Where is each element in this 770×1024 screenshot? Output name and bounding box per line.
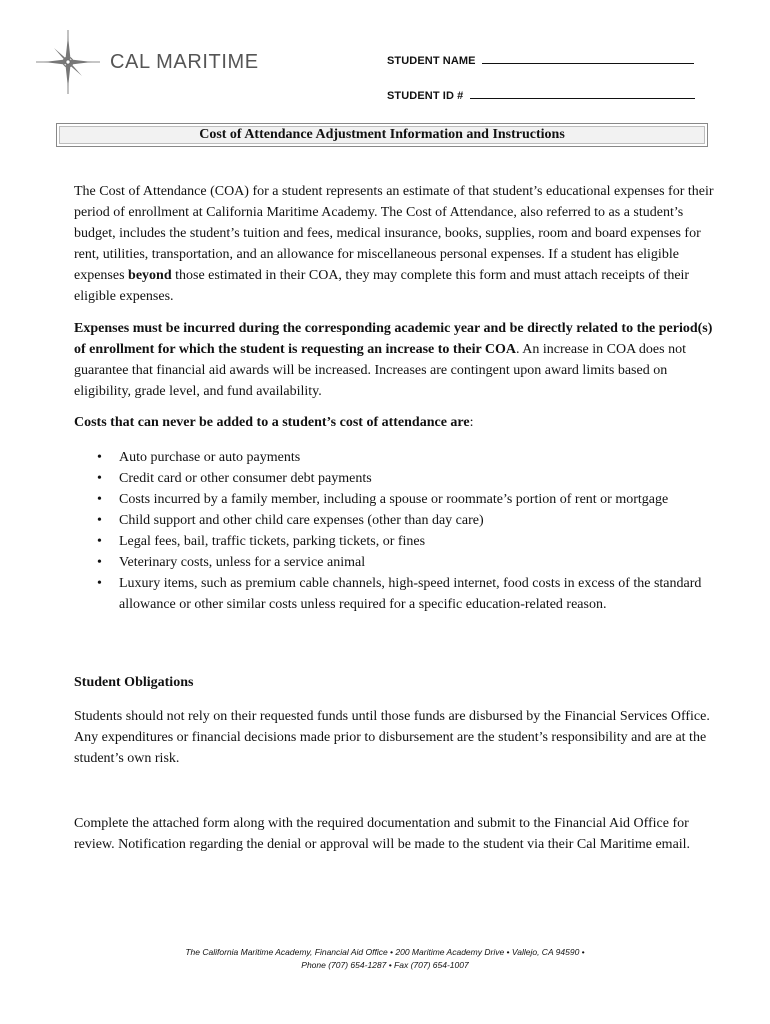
student-id-field[interactable] xyxy=(387,87,695,102)
bullet-icon: • xyxy=(97,450,102,465)
footer-contact: Phone (707) 654-1287 • Fax (707) 654-1007 xyxy=(301,960,469,970)
bullet-icon: • xyxy=(97,576,102,591)
list-item xyxy=(97,531,739,552)
logo-text: CAL MARITIME xyxy=(110,51,259,73)
cal-maritime-logo xyxy=(36,30,276,100)
intro-bold-text: beyond xyxy=(128,268,172,283)
costs-heading-colon: : xyxy=(469,415,474,430)
student-id-line[interactable] xyxy=(470,87,695,99)
list-item-text: Veterinary costs, unless for a service animal xyxy=(119,555,366,570)
list-item xyxy=(97,489,739,510)
list-item xyxy=(97,468,739,489)
list-item xyxy=(97,573,739,615)
student-name-label: STUDENT NAME xyxy=(387,55,476,67)
list-item-text: Legal fees, bail, traffic tickets, parking tickets, or fines xyxy=(119,534,426,549)
bullet-icon: • xyxy=(97,513,102,528)
title-box xyxy=(56,123,708,147)
bullet-icon: • xyxy=(97,534,102,549)
list-item xyxy=(97,552,739,573)
student-id-label: STUDENT ID # xyxy=(387,90,464,102)
obligations-paragraph: Students should not rely on their requested funds until those funds are disbursed by the Financial Services Office. Any expenditures or financial decisions made prior to disbursement are the student’s responsibility and are at the student’s own risk. xyxy=(74,709,710,766)
bullet-icon: • xyxy=(97,492,102,507)
bullet-icon: • xyxy=(97,555,102,570)
list-item-text: Child support and other child care expenses (other than day care) xyxy=(119,513,484,528)
footer-address: The California Maritime Academy, Financial Aid Office • 200 Maritime Academy Drive • Vallejo, CA 94590 • xyxy=(185,947,585,957)
expenses-bold-text: Expenses must be incurred during the corresponding academic year and be directly related to the period(s) of enrollment for which the student is requesting an increase to their COA xyxy=(74,321,713,357)
list-item xyxy=(97,447,739,468)
bullet-icon: • xyxy=(97,471,102,486)
page-title: Cost of Attendance Adjustment Information and Instructions xyxy=(199,127,565,142)
list-item-text: Luxury items, such as premium cable channels, high-speed internet, food costs in excess of the standard allowance or other similar costs unless required for a specific education-related reason. xyxy=(119,576,702,612)
student-name-line[interactable] xyxy=(482,52,694,64)
intro-paragraph xyxy=(74,181,714,307)
list-item-text: Costs incurred by a family member, including a spouse or roommate’s portion of rent or mortgage xyxy=(119,492,669,507)
student-name-field[interactable] xyxy=(387,52,694,67)
costs-heading-bold: Costs that can never be added to a student’s cost of attendance are xyxy=(74,415,470,430)
list-item-text: Credit card or other consumer debt payments xyxy=(119,471,372,486)
expenses-text: . An increase in COA does not guarantee that financial aid awards will be increased. Increases are contingent upon award limits based on eligibility, grade level, and fund availability. xyxy=(74,342,686,399)
costs-heading xyxy=(74,412,474,433)
submit-paragraph: Complete the attached form along with the required documentation and submit to the Financial Aid Office for review. Notification regarding the denial or approval will be made to the student via their Cal Maritime email. xyxy=(74,816,691,852)
costs-list xyxy=(74,447,739,615)
intro-text-1: The Cost of Attendance (COA) for a student represents an estimate of that student’s educational expenses for their period of enrollment at California Maritime Academy. The Cost of Attendance, also referred to as a student’s budget, includes the student’s tuition and fees, medical insurance, books, supplies, room and board expenses for rent, utilities, transportation, and an allowance for miscellaneous personal expenses. If a student has eligible expenses xyxy=(74,184,714,283)
footer xyxy=(0,946,770,972)
compass-rose-icon xyxy=(36,30,106,100)
list-item-text: Auto purchase or auto payments xyxy=(119,450,301,465)
expenses-paragraph xyxy=(74,318,714,402)
intro-text-2: those estimated in their COA, they may complete this form and must attach receipts of their eligible expenses. xyxy=(74,268,690,304)
list-item xyxy=(97,510,739,531)
obligations-heading: Student Obligations xyxy=(74,675,194,690)
